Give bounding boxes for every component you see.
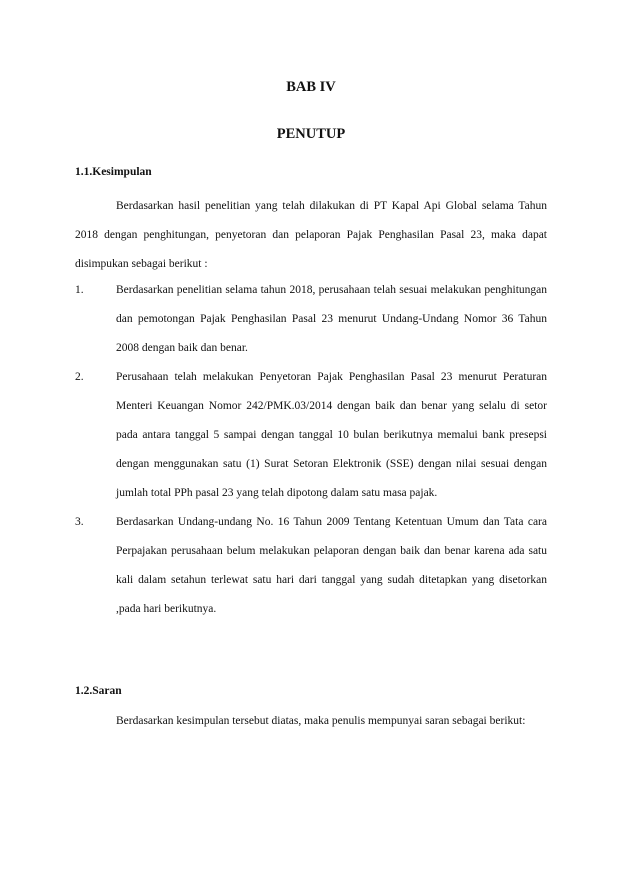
chapter-label: BAB IV <box>286 79 336 95</box>
section-heading-conclusion: 1.1.Kesimpulan <box>75 166 152 178</box>
chapter-title: PENUTUP <box>276 126 346 142</box>
list-item <box>75 363 547 508</box>
conclusion-intro-paragraph: Berdasarkan hasil penelitian yang telah dilakukan di PT Kapal Api Global selama Tahun 2018 dengan penghitungan, penyetoran dan pelaporan Pajak Penghasilan Pasal 23, maka dapat disimpukan sebagai berikut : <box>75 200 547 270</box>
list-item-text: Berdasarkan Undang-undang No. 16 Tahun 2009 Tentang Ketentuan Umum dan Tata cara Perpajakan perusahaan belum melakukan pelaporan dengan baik dan benar karena ada satu kali dalam setahun terlewat satu hari dari tanggal yang sudah ditetapkan yang disetorkan ,pada hari berikutnya. <box>116 516 547 615</box>
list-item-marker: 2. <box>75 371 84 383</box>
list-item <box>75 508 547 624</box>
conclusion-list <box>75 276 547 624</box>
list-item-text: Perusahaan telah melakukan Penyetoran Pajak Penghasilan Pasal 23 menurut Peraturan Menteri Keuangan Nomor 242/PMK.03/2014 dengan baik dan benar yang selalu di setor pada antara tanggal 5 sampai dengan tanggal 10 bulan berikutnya memalui bank presepsi dengan menggunakan satu (1) Surat Setoran Elektronik (SSE) dengan nilai sesuai dengan jumlah total PPh pasal 23 yang telah dipotong dalam satu masa pajak. <box>116 371 547 499</box>
section-heading-suggestion: 1.2.Saran <box>75 685 122 697</box>
list-item-text: Berdasarkan penelitian selama tahun 2018, perusahaan telah sesuai melakukan penghitungan dan pemotongan Pajak Penghasilan Pasal 23 menurut Undang-Undang Nomor 36 Tahun 2008 dengan baik dan benar. <box>116 284 547 354</box>
suggestion-intro-paragraph: Berdasarkan kesimpulan tersebut diatas, maka penulis mempunyai saran sebagai berikut: <box>116 715 526 727</box>
list-item-marker: 1. <box>75 284 84 296</box>
list-item-marker: 3. <box>75 516 84 528</box>
list-item <box>75 276 547 363</box>
